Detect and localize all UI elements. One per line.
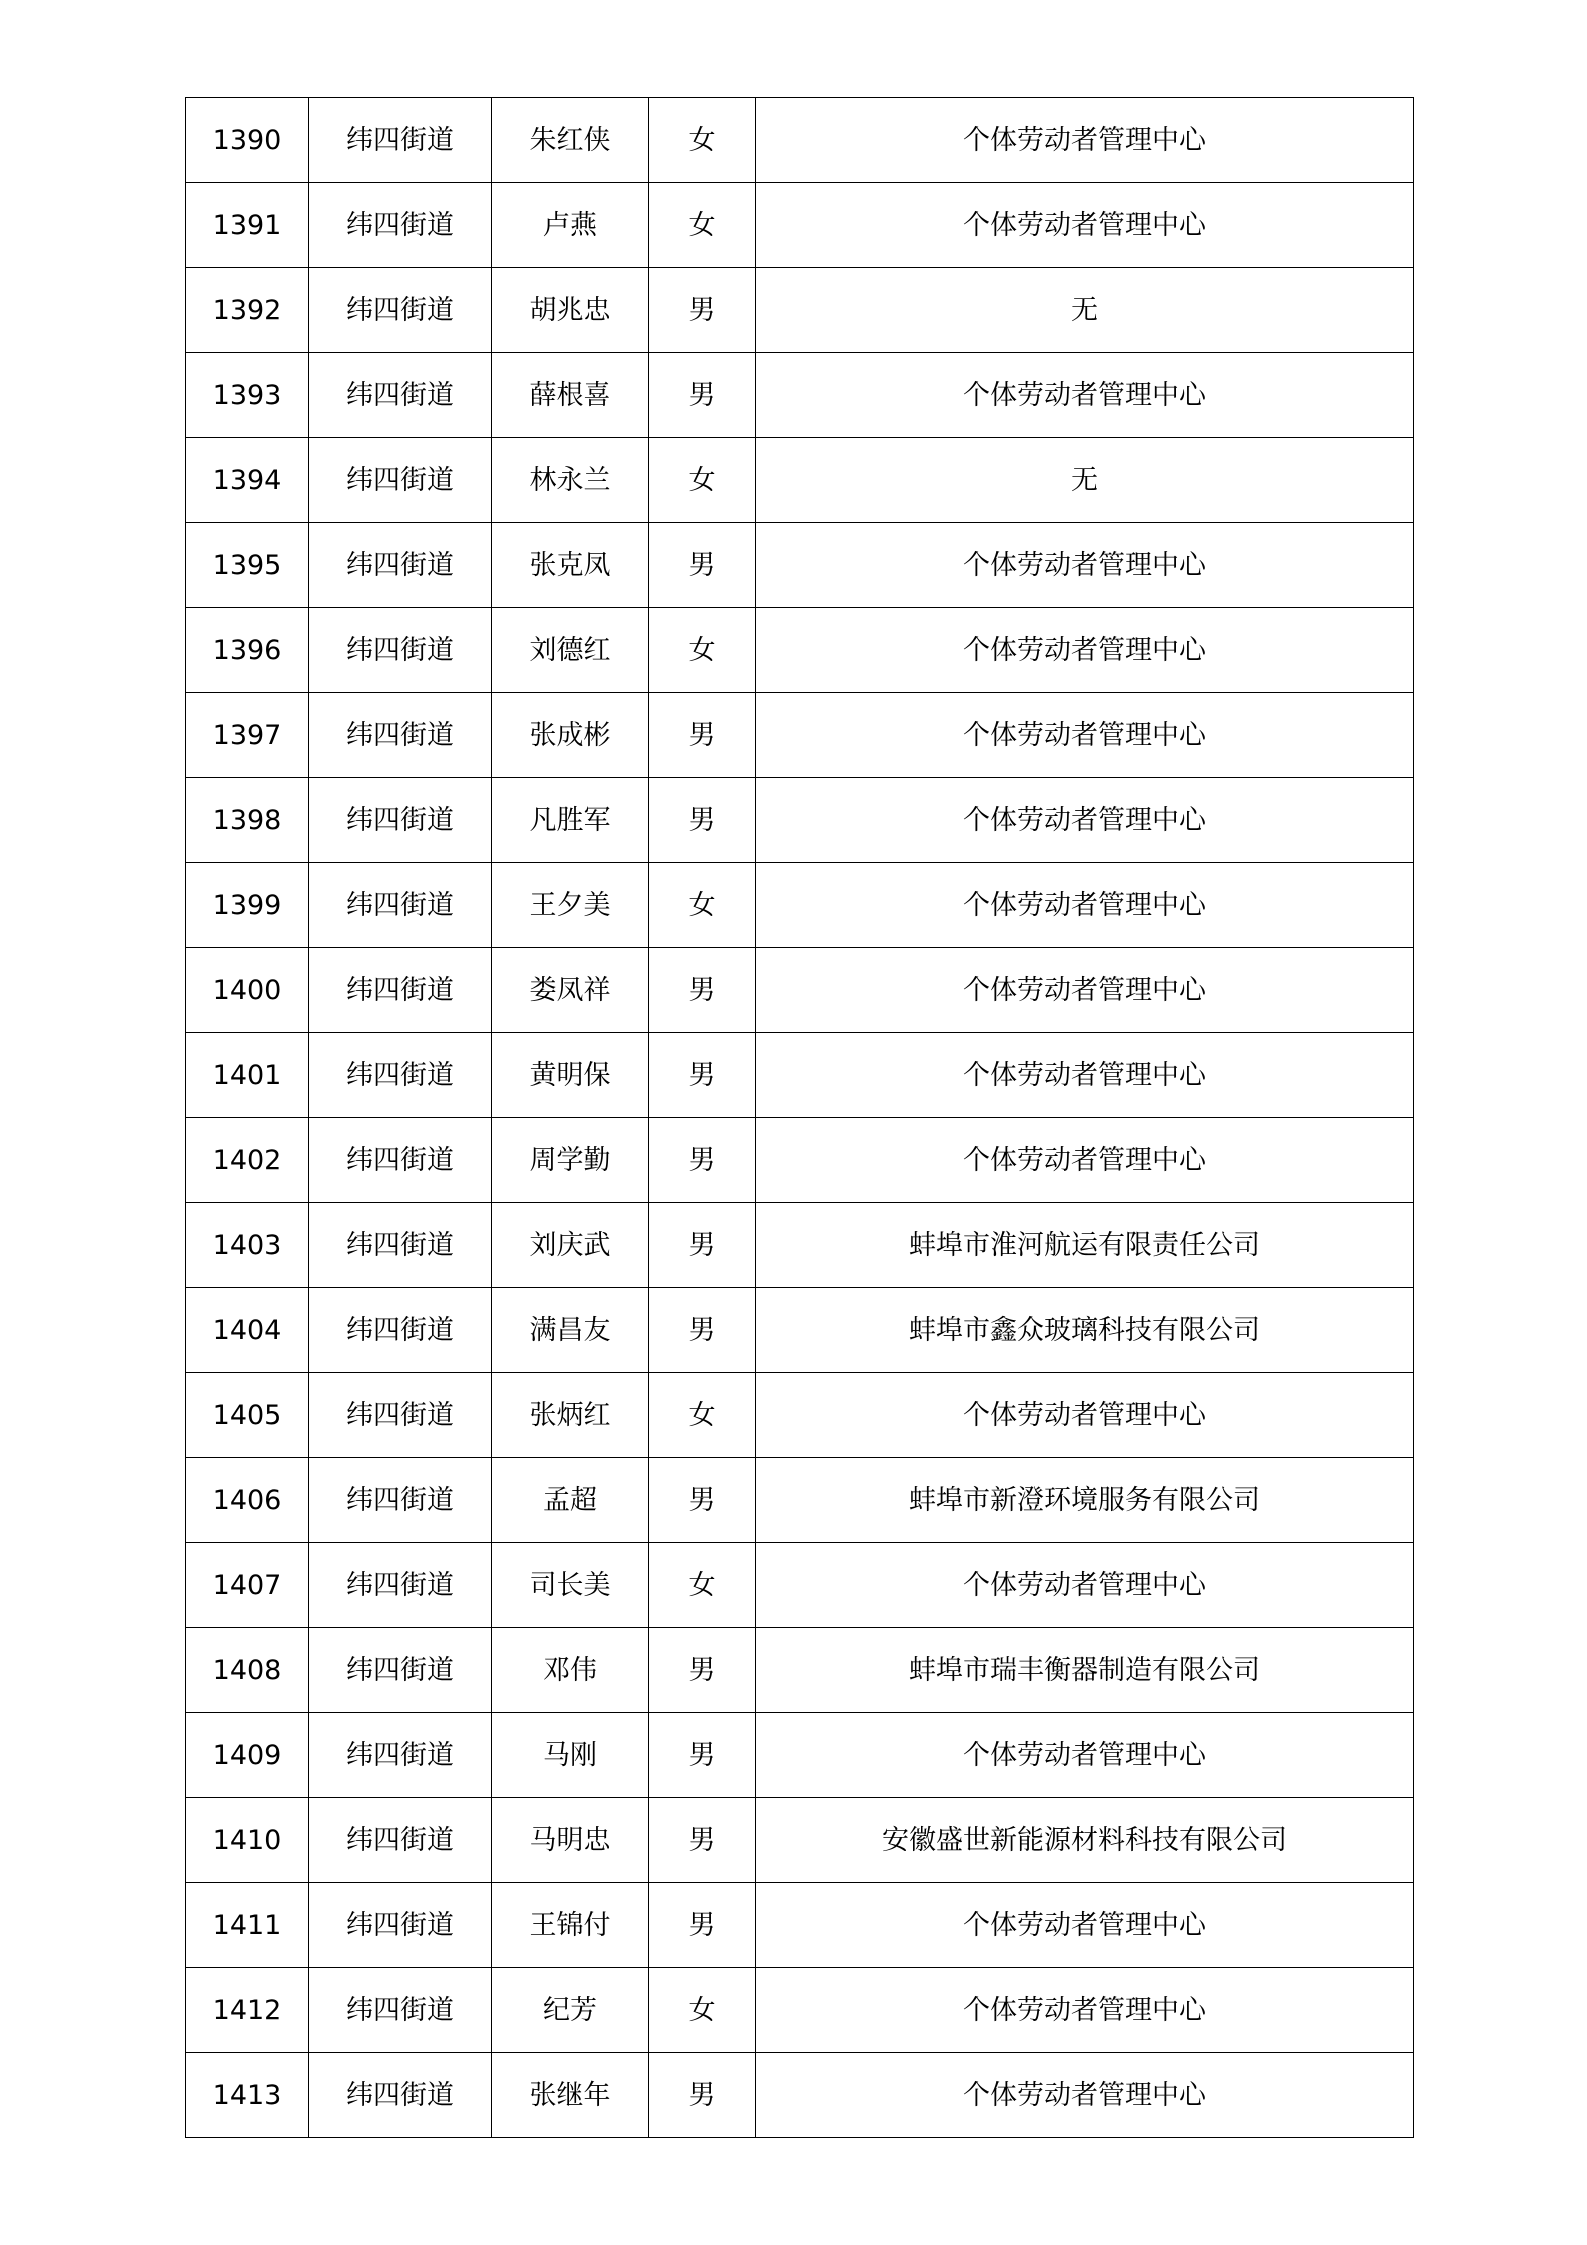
seq-cell: 1403 [186,1203,309,1288]
employer-cell: 蚌埠市瑞丰衡器制造有限公司 [756,1628,1414,1713]
name-cell: 林永兰 [492,438,649,523]
employer-cell: 个体劳动者管理中心 [756,1033,1414,1118]
street-cell: 纬四街道 [309,1543,492,1628]
table-row [186,1968,1414,2053]
seq-cell: 1390 [186,98,309,183]
street-cell: 纬四街道 [309,1288,492,1373]
employer-cell: 个体劳动者管理中心 [756,1883,1414,1968]
gender-cell: 男 [649,268,756,353]
seq-cell: 1404 [186,1288,309,1373]
roster-table [185,97,1414,2138]
gender-cell: 女 [649,98,756,183]
table-row [186,98,1414,183]
employer-cell: 个体劳动者管理中心 [756,1543,1414,1628]
table-row [186,1883,1414,1968]
table-row [186,353,1414,438]
seq-cell: 1397 [186,693,309,778]
street-cell: 纬四街道 [309,693,492,778]
table-row [186,1288,1414,1373]
table-row [186,948,1414,1033]
seq-cell: 1391 [186,183,309,268]
table-row [186,1543,1414,1628]
gender-cell: 男 [649,1458,756,1543]
employer-cell: 蚌埠市淮河航运有限责任公司 [756,1203,1414,1288]
seq-cell: 1411 [186,1883,309,1968]
street-cell: 纬四街道 [309,778,492,863]
gender-cell: 男 [649,2053,756,2138]
name-cell: 张克凤 [492,523,649,608]
gender-cell: 男 [649,1288,756,1373]
gender-cell: 女 [649,1968,756,2053]
name-cell: 刘庆武 [492,1203,649,1288]
employer-cell: 个体劳动者管理中心 [756,778,1414,863]
gender-cell: 男 [649,948,756,1033]
table-row [186,1033,1414,1118]
employer-cell: 个体劳动者管理中心 [756,1118,1414,1203]
seq-cell: 1399 [186,863,309,948]
employer-cell: 个体劳动者管理中心 [756,863,1414,948]
street-cell: 纬四街道 [309,523,492,608]
employer-cell: 个体劳动者管理中心 [756,1968,1414,2053]
seq-cell: 1413 [186,2053,309,2138]
seq-cell: 1410 [186,1798,309,1883]
gender-cell: 男 [649,1798,756,1883]
employer-cell: 个体劳动者管理中心 [756,1373,1414,1458]
name-cell: 司长美 [492,1543,649,1628]
table-row [186,1458,1414,1543]
employer-cell: 个体劳动者管理中心 [756,2053,1414,2138]
street-cell: 纬四街道 [309,1458,492,1543]
gender-cell: 男 [649,1628,756,1713]
seq-cell: 1408 [186,1628,309,1713]
name-cell: 王夕美 [492,863,649,948]
street-cell: 纬四街道 [309,1713,492,1798]
name-cell: 邓伟 [492,1628,649,1713]
gender-cell: 女 [649,608,756,693]
gender-cell: 男 [649,1033,756,1118]
employer-cell: 个体劳动者管理中心 [756,608,1414,693]
name-cell: 薛根喜 [492,353,649,438]
table-row [186,1798,1414,1883]
employer-cell: 个体劳动者管理中心 [756,98,1414,183]
name-cell: 王锦付 [492,1883,649,1968]
seq-cell: 1407 [186,1543,309,1628]
street-cell: 纬四街道 [309,98,492,183]
street-cell: 纬四街道 [309,1033,492,1118]
table-row [186,1203,1414,1288]
street-cell: 纬四街道 [309,608,492,693]
gender-cell: 男 [649,778,756,863]
seq-cell: 1393 [186,353,309,438]
employer-cell: 个体劳动者管理中心 [756,523,1414,608]
street-cell: 纬四街道 [309,353,492,438]
name-cell: 朱红侠 [492,98,649,183]
employer-cell: 无 [756,268,1414,353]
name-cell: 张炳红 [492,1373,649,1458]
employer-cell: 个体劳动者管理中心 [756,183,1414,268]
name-cell: 张继年 [492,2053,649,2138]
table-row [186,183,1414,268]
street-cell: 纬四街道 [309,2053,492,2138]
name-cell: 娄凤祥 [492,948,649,1033]
street-cell: 纬四街道 [309,268,492,353]
street-cell: 纬四街道 [309,1203,492,1288]
table-row [186,608,1414,693]
table-row [186,1713,1414,1798]
employer-cell: 个体劳动者管理中心 [756,948,1414,1033]
gender-cell: 女 [649,1543,756,1628]
seq-cell: 1398 [186,778,309,863]
table-row [186,2053,1414,2138]
street-cell: 纬四街道 [309,438,492,523]
street-cell: 纬四街道 [309,863,492,948]
employer-cell: 安徽盛世新能源材料科技有限公司 [756,1798,1414,1883]
seq-cell: 1412 [186,1968,309,2053]
seq-cell: 1406 [186,1458,309,1543]
table-row [186,1628,1414,1713]
street-cell: 纬四街道 [309,948,492,1033]
name-cell: 卢燕 [492,183,649,268]
name-cell: 黄明保 [492,1033,649,1118]
employer-cell: 蚌埠市新澄环境服务有限公司 [756,1458,1414,1543]
seq-cell: 1401 [186,1033,309,1118]
street-cell: 纬四街道 [309,1968,492,2053]
table-row [186,438,1414,523]
gender-cell: 男 [649,523,756,608]
table-row [186,1373,1414,1458]
street-cell: 纬四街道 [309,1798,492,1883]
seq-cell: 1400 [186,948,309,1033]
name-cell: 张成彬 [492,693,649,778]
name-cell: 满昌友 [492,1288,649,1373]
gender-cell: 男 [649,1883,756,1968]
employer-cell: 个体劳动者管理中心 [756,1713,1414,1798]
table-row [186,693,1414,778]
gender-cell: 男 [649,1713,756,1798]
seq-cell: 1395 [186,523,309,608]
gender-cell: 男 [649,693,756,778]
roster-table-body [186,98,1414,2138]
gender-cell: 女 [649,438,756,523]
street-cell: 纬四街道 [309,183,492,268]
table-row [186,1118,1414,1203]
seq-cell: 1409 [186,1713,309,1798]
name-cell: 凡胜军 [492,778,649,863]
seq-cell: 1405 [186,1373,309,1458]
name-cell: 胡兆忠 [492,268,649,353]
table-row [186,778,1414,863]
table-row [186,268,1414,353]
name-cell: 纪芳 [492,1968,649,2053]
name-cell: 刘德红 [492,608,649,693]
gender-cell: 男 [649,1118,756,1203]
name-cell: 孟超 [492,1458,649,1543]
employer-cell: 蚌埠市鑫众玻璃科技有限公司 [756,1288,1414,1373]
gender-cell: 女 [649,1373,756,1458]
employer-cell: 无 [756,438,1414,523]
gender-cell: 男 [649,353,756,438]
seq-cell: 1392 [186,268,309,353]
table-row [186,523,1414,608]
name-cell: 周学勤 [492,1118,649,1203]
gender-cell: 女 [649,183,756,268]
employer-cell: 个体劳动者管理中心 [756,353,1414,438]
seq-cell: 1402 [186,1118,309,1203]
gender-cell: 女 [649,863,756,948]
street-cell: 纬四街道 [309,1118,492,1203]
seq-cell: 1396 [186,608,309,693]
street-cell: 纬四街道 [309,1883,492,1968]
name-cell: 马明忠 [492,1798,649,1883]
name-cell: 马刚 [492,1713,649,1798]
table-row [186,863,1414,948]
employer-cell: 个体劳动者管理中心 [756,693,1414,778]
street-cell: 纬四街道 [309,1373,492,1458]
seq-cell: 1394 [186,438,309,523]
street-cell: 纬四街道 [309,1628,492,1713]
gender-cell: 男 [649,1203,756,1288]
